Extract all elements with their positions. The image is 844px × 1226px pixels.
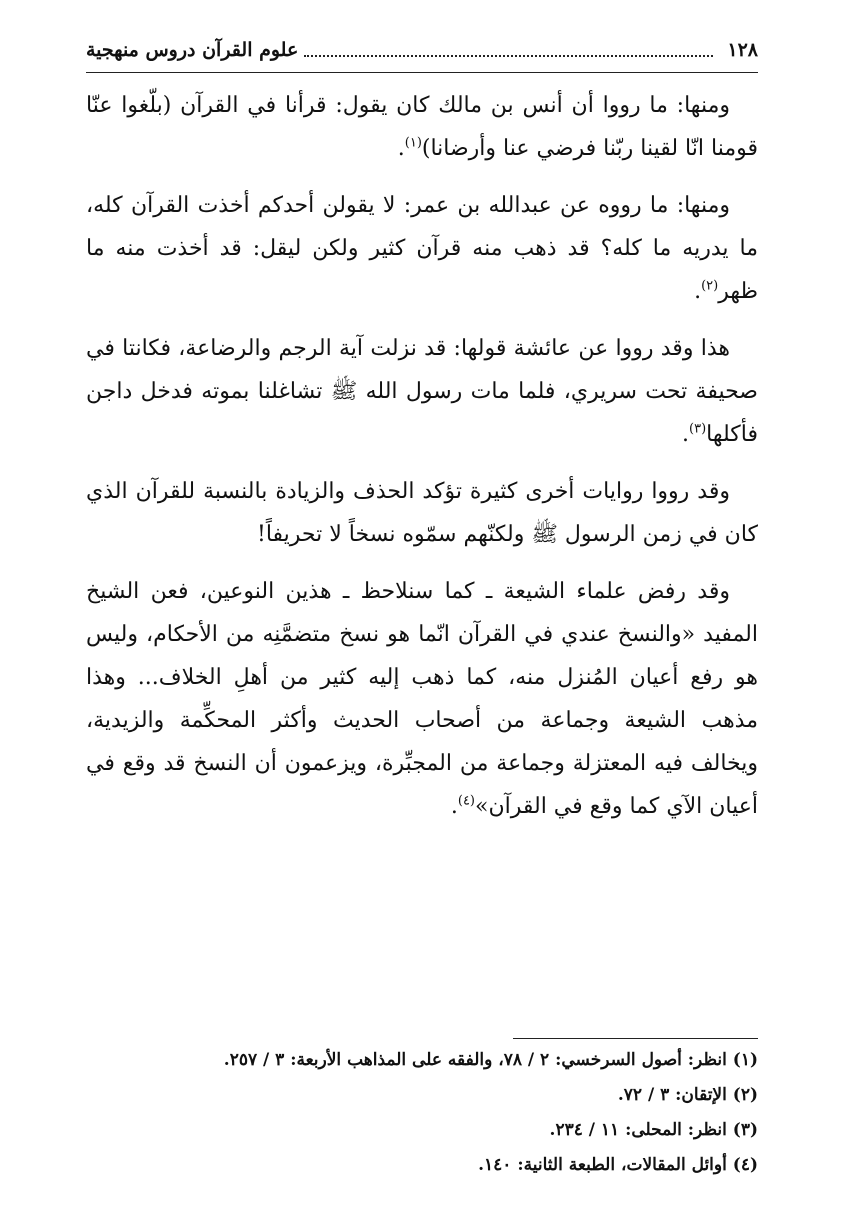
header-rule <box>86 72 758 73</box>
header-dot-leader <box>304 55 713 57</box>
paragraph-text: ومنها: ما رووه عن عبدالله بن عمر: لا يقولن أحدكم أخذت القرآن كله، ما يدريه ما كله؟ قد ذهب منه قرآن كثير ولكن ليقل: قد أخذت منه ما ظهر <box>86 193 758 304</box>
paragraph-text: هذا وقد رووا عن عائشة قولها: قد نزلت آية الرجم والرضاعة، فكانتا في صحيفة تحت سريري، فلما مات رسول الله ﷺ تشاغلنا بموته فدخل داجن فأكلها <box>86 336 758 447</box>
paragraph-end: . <box>397 136 405 161</box>
paragraph-end: . <box>450 794 458 819</box>
paragraph-end: . <box>694 279 702 304</box>
page-number: ١٢٨ <box>727 39 758 61</box>
footnote: (٤) أوائل المقالات، الطبعة الثانية: ١٤٠. <box>478 1155 758 1175</box>
book-title: علوم القرآن دروس منهجية <box>86 39 299 61</box>
paragraph <box>86 184 758 313</box>
footnotes <box>86 1044 758 1184</box>
running-header <box>86 34 758 66</box>
footnote-marker: (١) <box>404 135 422 151</box>
footnote-marker: (٢) <box>701 278 719 294</box>
footnote: (٣) انظر: المحلى: ١١ / ٢٣٤. <box>549 1120 758 1140</box>
paragraph <box>86 84 758 170</box>
paragraph-text: ومنها: ما رووا أن أنس بن مالك كان يقول: قرأنا في القرآن (بلّغوا عنّا قومنا انّا لقينا ربّنا فرضي عنا وأرضانا) <box>86 93 758 161</box>
paragraph-text: وقد رووا روايات أخرى كثيرة تؤكد الحذف والزيادة بالنسبة للقرآن الذي كان في زمن الرسول ﷺ ولكنّهم سمّوه نسخاً لا تحريفاً! <box>86 479 758 547</box>
main-text <box>86 84 758 842</box>
paragraph-text: وقد رفض علماء الشيعة ـ كما سنلاحظ ـ هذين النوعين، فعن الشيخ المفيد «والنسخ عندي في القرآن انّما هو نسخ متضمَّنِه من الأحكام، وليس هو رفع أعيان المُنزل منه، كما ذهب إليه كثير من أهلِ الخلاف... وهذا مذهب الشيعة وجماعة من أصحاب الحديث وأكثر المحكِّمة والزيدية، ويخالف فيه المعتزلة وجماعة من المجبِّرة، ويزعمون أن النسخ قد وقع في أعيان الآي كما وقع في القرآن» <box>86 579 758 819</box>
paragraph <box>86 327 758 456</box>
paragraph <box>86 470 758 556</box>
footnote-separator <box>513 1038 758 1039</box>
paragraph-end: . <box>682 422 690 447</box>
footnote: (١) انظر: أصول السرخسي: ٢ / ٧٨، والفقه على المذاهب الأربعة: ٣ / ٢٥٧. <box>223 1050 758 1070</box>
footnote-marker: (٤) <box>457 793 475 809</box>
paragraph <box>86 570 758 828</box>
footnote-marker: (٣) <box>689 421 707 437</box>
footnote: (٢) الإتقان: ٣ / ٧٢. <box>617 1085 758 1105</box>
